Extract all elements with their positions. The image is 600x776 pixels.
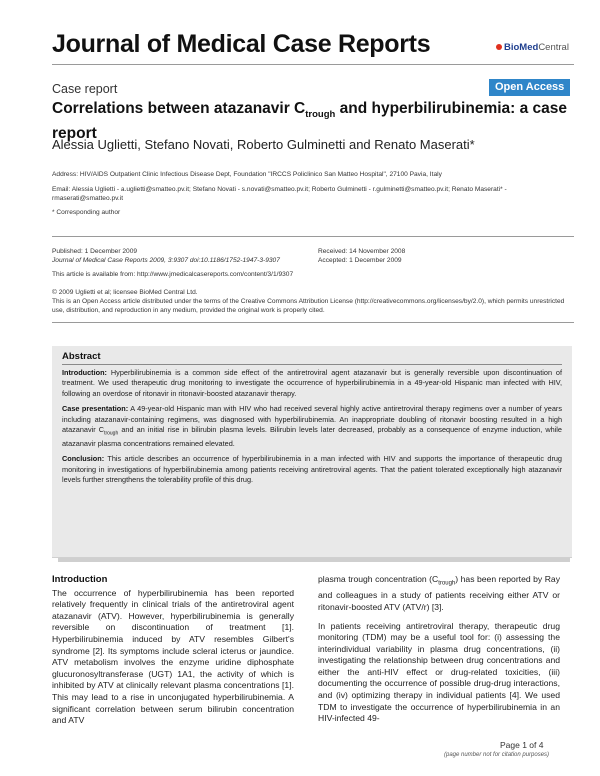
- introduction-heading: Introduction: [52, 574, 108, 585]
- journal-title: Journal of Medical Case Reports: [52, 30, 431, 58]
- right-paragraph-1: plasma trough concentration $(C_{trough})$ has been reported by Ray and colleagues in a study of patients receiving either ATV or ritonavir-boosted ATV (ATV/r) [3].: [318, 574, 560, 612]
- page-number-note: (page number not for citation purposes): [444, 752, 550, 758]
- logo-bio: BioMed: [504, 42, 539, 53]
- accepted-date: Accepted: 1 December 2009: [318, 257, 402, 264]
- journal-citation: Journal of Medical Case Reports 2009, 3:9307 doi:10.1186/1752-1947-3-9307: [52, 257, 280, 264]
- page-number: Page 1 of 4: [500, 740, 544, 750]
- affiliation-address: Address: HIV/AIDS Outpatient Clinic Infectious Disease Dept, Foundation "IRCCS Policlinico San Matteo Hospital", 27100 Pavia, Italy: [52, 171, 442, 178]
- logo-central: Central: [538, 42, 569, 53]
- abstract-conclusion: Conclusion: This article describes an occurrence of hyperbilirubinemia in a man infected with HIV and supports the importance of therapeutic drug monitoring in investigations of hyperbilirubinemia among patients receiving antiretroviral agents. That the patient tolerated exceptionally high atazanavir levels further strengthens the tolerability profile of this drug.: [62, 454, 562, 485]
- body-left-column: [52, 574, 294, 734]
- abstract-heading: Abstract: [62, 351, 562, 365]
- license: This is an Open Access article distributed under the terms of the Creative Commons Attribution License (http://creativecommons.org/licenses/by/2.0), which permits unrestricted use, distribution, and reproduction in any medium, provided the original work is properly cited.: [52, 298, 565, 314]
- abstract-case-presentation: Case presentation: A 49-year-old Hispanic man with HIV who had received several highly active antiretroviral therapy regimens over a number of years including atazanavir-containing regimens, was diagnosed with hyperbilirubinemia. An inappropriate doubling of ritonavir boosting resulted in a high atazanavir $C_{trough}$ and an initial rise in bilirubin plasma levels. Bilirubin levels later decreased, probably as a consequence of enzyme induction, while atazanavir plasma concentrations remained elevated.: [62, 404, 563, 448]
- copyright: © 2009 Uglietti et al; licensee BioMed Central Ltd.: [52, 289, 198, 296]
- right-paragraph-2: In patients receiving antiretroviral therapy, therapeutic drug monitoring (TDM) may be a useful tool for: (i) assessing the interindividual variability in plasma drug concentrations, (ii) investigating the relationship between drug concentrations and either the anti-HIV effect or drug-related toxicities, (iii) documenting the occurrence of possible drug-drug interactions, and (iv) optimizing therapy in individual patients [4]. We used TDM to investigate the occurrence of hyperbilirubinemia in an HIV-infected 49-: [318, 620, 560, 724]
- article-title: Correlations between atazanavir $C_{trough}$ and hyperbilirubinemia: a case report: [52, 100, 568, 143]
- open-access-badge: Open Access: [489, 79, 570, 96]
- abstract-introduction: Introduction: Hyperbilirubinemia is a common side effect of the antiretroviral agent atazanavir but is generally reversible upon discontinuation of treatment. We used therapeutic drug monitoring to investigate the occurrence of hyperbilirubinemia in a 49-year-old Hispanic man infected with HIV, following an overdose of ritonavir in ritonavir-boosted atazanavir therapy.: [62, 368, 562, 398]
- meta-rule: [52, 236, 574, 237]
- biomed-central-logo: [496, 42, 569, 53]
- abstract-box: [52, 346, 572, 558]
- header-rule: [52, 64, 574, 65]
- introduction-paragraph: The occurrence of hyperbilirubinemia has been reported relatively frequently in clinical trials of the antiretroviral agent atazanavir (ATV). However, hyperbilirubinemia is generally reversible on discontinuation of treatment [1]. Hyperbilirubinemia induced by ATV resembles Gilbert's syndrome [2]. Its symptoms include scleral icterus or jaundice. ATV metabolism involves the enzyme uridine diphosphate glucuronosyltransferase (UGT) 1A1, the activity of which is inhibited by ATV at clinically relevant plasma concentrations [1]. This may lead to a rise in unconjugated hyperbilirubinemia. A significant correlation between serum bilirubin concentration and ATV: [52, 587, 294, 726]
- authors: Alessia Uglietti, Stefano Novati, Roberto Gulminetti and Renato Maserati*: [52, 137, 475, 152]
- received-date: Received: 14 November 2008: [318, 248, 406, 255]
- corresponding-author-note: * Corresponding author: [52, 209, 121, 216]
- article-type: Case report: [52, 82, 118, 96]
- published-date: Published: 1 December 2009: [52, 248, 138, 255]
- license-rule: [52, 322, 574, 323]
- article-url[interactable]: This article is available from: http://www.jmedicalcasereports.com/content/3/1/9307: [52, 271, 294, 278]
- author-emails: Email: Alessia Uglietti - a.uglietti@smatteo.pv.it; Stefano Novati - s.novati@smatteo.pv.it; Roberto Gulminetti - r.gulminetti@smatteo.pv.it; Renato Maserati* - rmaserati@smatteo.pv.it: [52, 186, 507, 202]
- logo-dot-icon: [496, 44, 502, 50]
- body-right-column: [318, 574, 560, 732]
